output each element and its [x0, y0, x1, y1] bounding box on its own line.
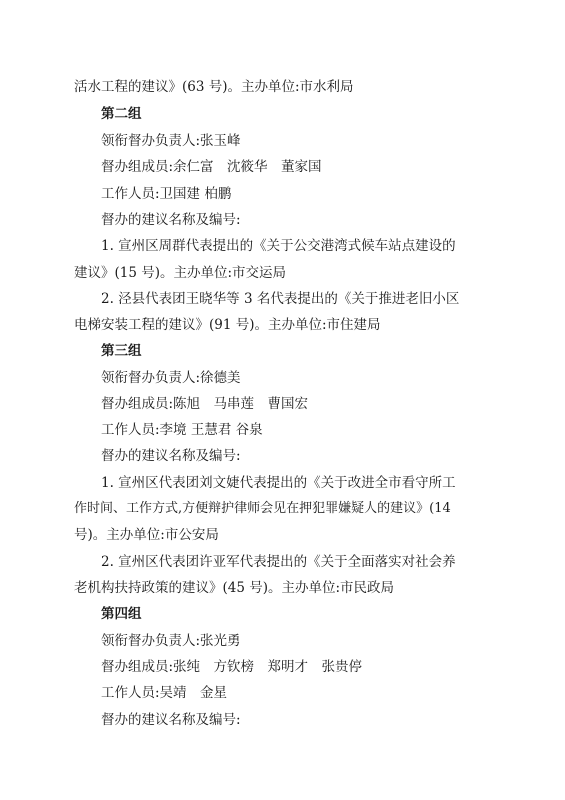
- group-heading: 第四组: [101, 606, 142, 622]
- text-line: 工作人员:卫国建 柏鹏: [101, 186, 232, 202]
- text-line: 领衔督办负责人:张玉峰: [101, 133, 241, 149]
- text-line: 1. 宣州区周群代表提出的《关于公交港湾式候车站点建设的: [101, 238, 456, 254]
- text-line: 领衔督办负责人:张光勇: [101, 633, 241, 649]
- text-line: 1. 宣州区代表团刘文婕代表提出的《关于改进全市看守所工: [101, 475, 456, 491]
- group-heading: 第二组: [101, 106, 142, 122]
- text-line: 2. 泾县代表团王晓华等 3 名代表提出的《关于推进老旧小区: [101, 291, 460, 307]
- text-line: 电梯安装工程的建议》(91 号)。主办单位:市住建局: [74, 317, 381, 333]
- text-line: 老机构扶持政策的建议》(45 号)。主办单位:市民政局: [74, 580, 395, 596]
- text-line: 领衔督办负责人:徐德美: [101, 370, 241, 386]
- text-line: 活水工程的建议》(63 号)。主办单位:市水利局: [74, 79, 354, 95]
- text-line: 2. 宣州区代表团许亚军代表提出的《关于全面落实对社会养: [101, 554, 456, 570]
- text-line: 作时间、工作方式,方便辩护律师会见在押犯罪嫌疑人的建议》(14: [74, 501, 451, 516]
- text-line: 督办的建议名称及编号:: [101, 712, 241, 728]
- text-line: 工作人员:吴靖 金星: [101, 685, 228, 701]
- text-line: 督办组成员:陈旭 马串莲 曹国宏: [101, 396, 309, 412]
- text-line: 号)。主办单位:市公安局: [74, 527, 219, 543]
- text-line: 督办的建议名称及编号:: [101, 448, 241, 464]
- text-line: 建议》(15 号)。主办单位:市交运局: [74, 265, 287, 281]
- text-line: 督办组成员:张纯 方钦榜 郑明才 张贵停: [101, 659, 363, 675]
- text-line: 督办组成员:余仁富 沈筱华 董家国: [101, 159, 322, 175]
- text-line: 督办的建议名称及编号:: [101, 212, 241, 228]
- text-line: 工作人员:李境 王慧君 谷泉: [101, 422, 263, 438]
- group-heading: 第三组: [101, 343, 142, 359]
